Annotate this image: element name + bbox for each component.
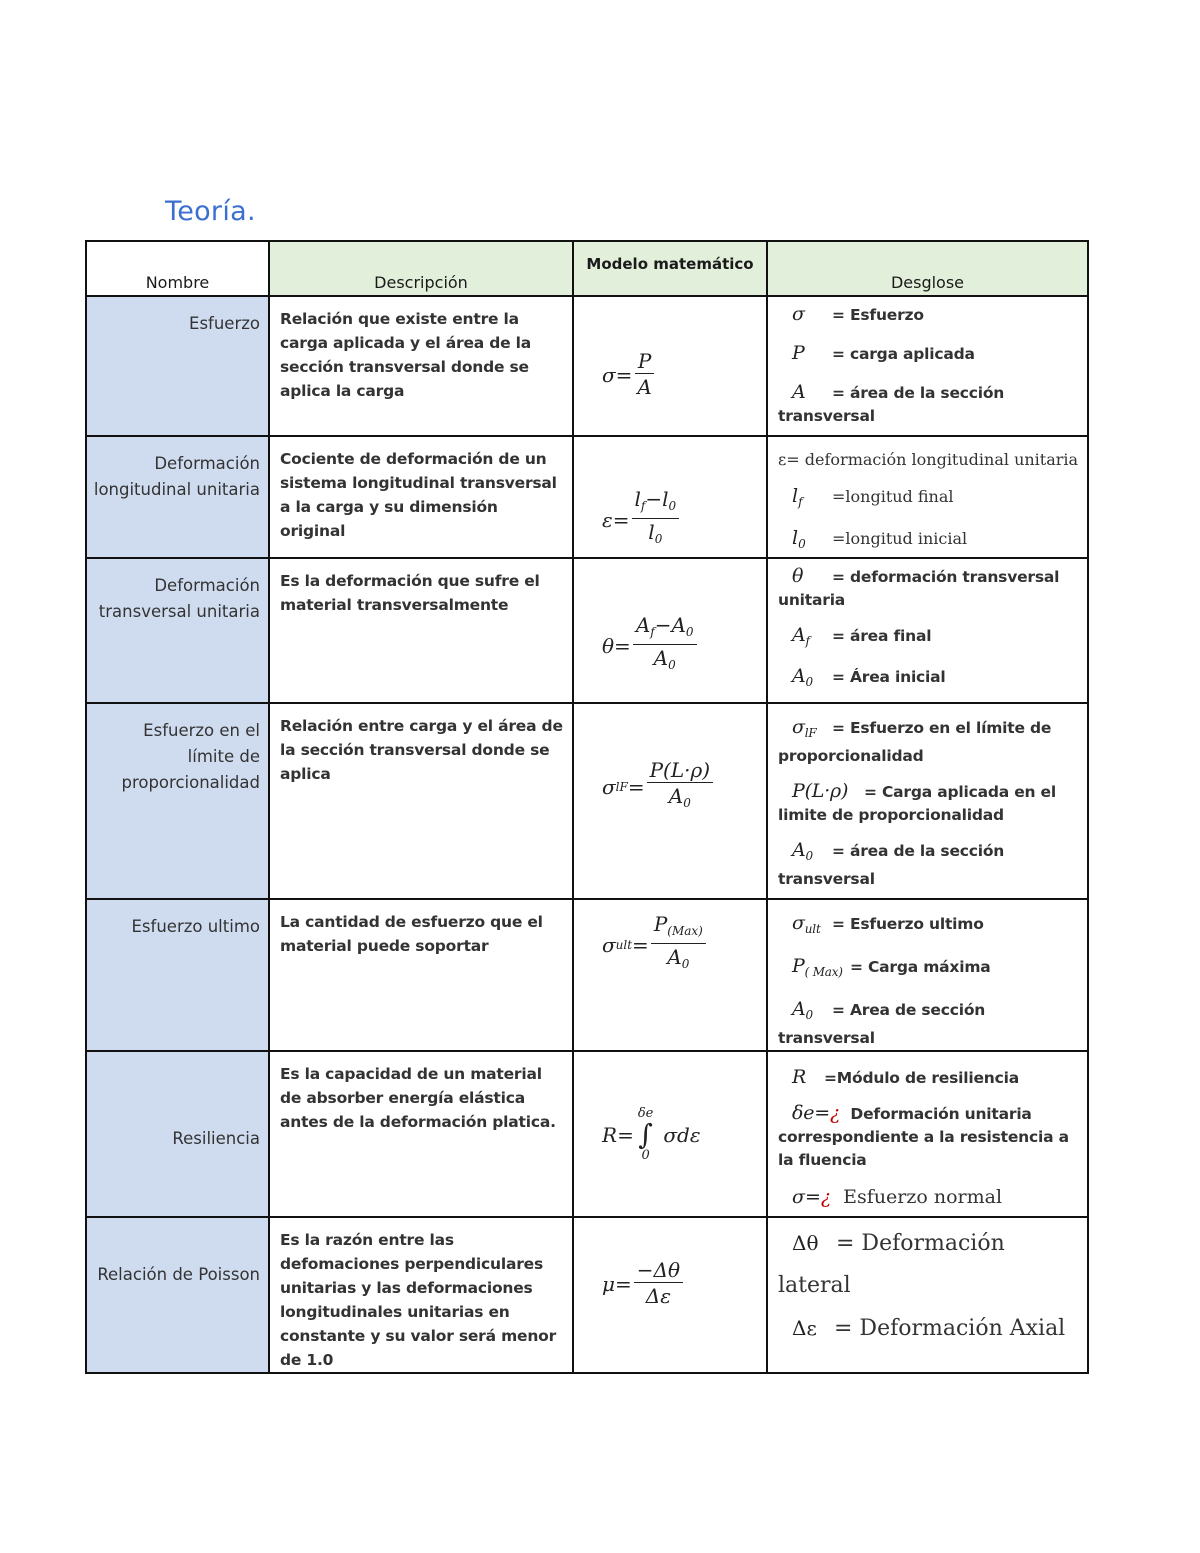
row-description: Relación que existe entre la carga aplicada y el área de la sección transversal donde se aplica la carga: [269, 296, 573, 436]
row-name: Esfuerzo en el límite de proporcionalidad: [86, 703, 269, 899]
table-row: [86, 1051, 1088, 1217]
row-formula: θ = $\frac{A_f-A_0}{A_0}$: [573, 558, 767, 703]
row-description: Es la razón entre las defomaciones perpendiculares unitarias y las deformaciones longitudinales unitarias en constante y su valor será menor de 1.0: [269, 1217, 573, 1373]
row-breakdown: $\sigma_{ult}$ = Esfuerzo ultimo $P_{( Max)}$ = Carga máxima $A_0$ = Area de sección transversal: [767, 899, 1088, 1051]
row-description: Es la deformación que sufre el material transversalmente: [269, 558, 573, 703]
row-name: Relación de Poisson: [86, 1217, 269, 1373]
row-name: Deformación longitudinal unitaria: [86, 436, 269, 558]
row-breakdown: $\sigma_{lF}$ = Esfuerzo en el límite de proporcionalidad P(L·ρ) = Carga aplicada en el limite de proporcionalidad $A_0$ = área de la sección transversal: [767, 703, 1088, 899]
row-breakdown: Δθ = Deformación lateral Δε = Deformación Axial: [767, 1217, 1088, 1373]
row-formula: μ = $\frac{-\Delta\theta}{\Delta\varepsilon}$: [573, 1217, 767, 1373]
page-title: Teoría.: [165, 196, 256, 227]
row-formula: σ = $\frac{P}{A}$: [573, 296, 767, 436]
table-row: [86, 436, 1088, 558]
table-row: [86, 1217, 1088, 1373]
table-row: [86, 899, 1088, 1051]
header-nombre: Nombre: [86, 241, 269, 296]
row-name: Deformación transversal unitaria: [86, 558, 269, 703]
row-formula: σ lF = $\frac{P(L\cdot\rho)}{A_0}$: [573, 703, 767, 899]
header-desglose: Desglose: [767, 241, 1088, 296]
header-descripcion: Descripción: [269, 241, 573, 296]
row-breakdown: σ = Esfuerzo P = carga aplicada A = área de la sección transversal: [767, 296, 1088, 436]
row-breakdown: R =Módulo de resiliencia δe=¿ Deformación unitaria correspondiente a la resistencia a la fluencia σ=¿ Esfuerzo normal: [767, 1051, 1088, 1217]
row-name: Esfuerzo: [86, 296, 269, 436]
table-row: [86, 296, 1088, 436]
row-formula: ε = $\frac{l_f-l_0}{l_0}$: [573, 436, 767, 558]
row-name: Esfuerzo ultimo: [86, 899, 269, 1051]
table-row: [86, 558, 1088, 703]
row-formula: σ ult = $\frac{P_{(Max)}}{A_0}$: [573, 899, 767, 1051]
table-row: [86, 703, 1088, 899]
row-breakdown: ε= deformación longitudinal unitaria $l_f$ =longitud final $l_0$ =longitud inicial: [767, 436, 1088, 558]
row-formula: R = δe ∫ 0 σdε: [573, 1051, 767, 1217]
table-header-row: [86, 241, 1088, 296]
row-description: Relación entre carga y el área de la sección transversal donde se aplica: [269, 703, 573, 899]
header-modelo: Modelo matemático: [573, 241, 767, 296]
row-description: Cociente de deformación de un sistema longitudinal transversal a la carga y su dimensión original: [269, 436, 573, 558]
row-breakdown: θ = deformación transversal unitaria $A_f$ = área final $A_0$ = Área inicial: [767, 558, 1088, 703]
row-description: La cantidad de esfuerzo que el material puede soportar: [269, 899, 573, 1051]
row-description: Es la capacidad de un material de absorber energía elástica antes de la deformación platica.: [269, 1051, 573, 1217]
theory-table: [85, 240, 1089, 1374]
row-name: Resiliencia: [86, 1051, 269, 1217]
